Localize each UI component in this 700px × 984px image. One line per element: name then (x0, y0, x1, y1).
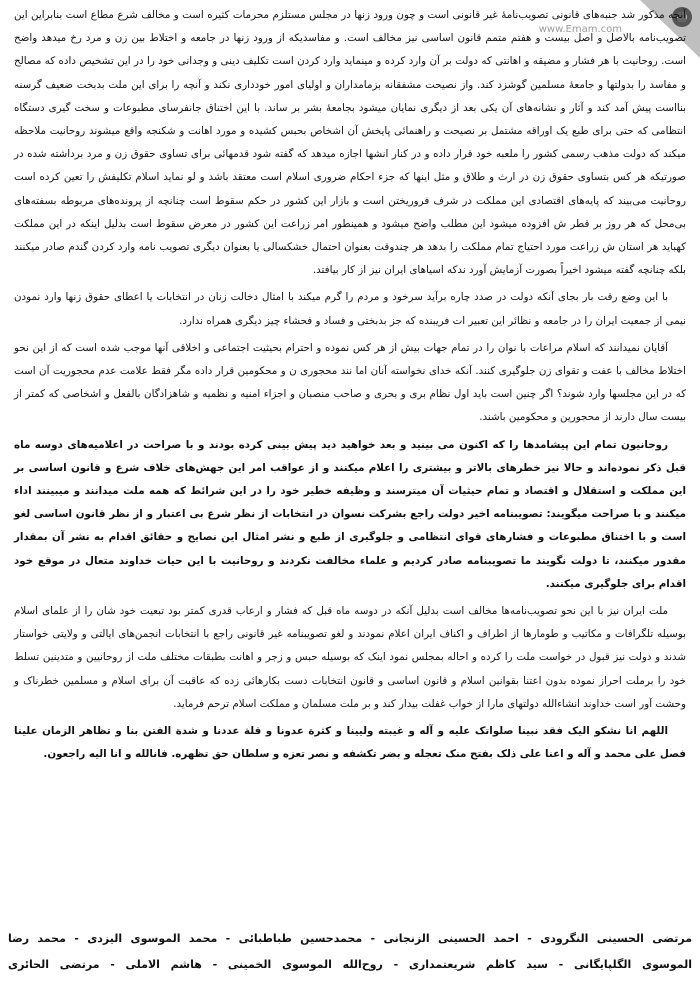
paragraph-prayer: اللهم انا نشکو الیک فقد نبینا صلواتک علیه و آله و غیبته ولیینا و کثرة عدونا و قلة عددنا و شدة الفتن بنا و تظاهر الزمان علینا فصل علی محمد و آله و اعنا علی ذلک بفتح منک تعجله و بضر تکشفه و نصر تعزه و سلطان حق تظهره. فانالله و انا الیه راجعون. (14, 725, 686, 761)
signature-line-2: الموسوی الگلپایگانی - سید کاظم شریعتمداری - روح‌الله الموسوی الخمینی - هاشم الاملی - مرتضی الحائری (8, 958, 692, 971)
signature-block (8, 926, 692, 978)
paragraph-5: ملت ایران نیز با این نحو تصویب‌نامه‌ها مخالف است بدلیل آنکه در دوسه ماه قبل که فشار و ارعاب قدری کمتر بود تبعیت خود شان را از علمای اسلام بوسیله تلگرافات و مکاتیب و طومارها از اطراف و اکناف ایران اعلام نمودند و لغو تصویبنامه غیر قانونی راجع با انتخابات انجمن‌های ایالتی و ولایتی خواستار شدند و دولت نیز قبول در خواست ملت را کرده و احاله بمجلس نمود اینک که بوسیله حبس و زجر و اهانت بطبقات مختلف ملت از روحانیین و متدینین تسلط خود را برملت احراز نموده بدون اعتنا بقوانین اسلام و قانون اساسی و قانون انتخابات دست بکارهائی زده که عاقبت آن برای اسلام و مسلمین خطرناک و وحشت آور است خداوند انشاءالله دولتهای مارا از خواب غفلت بیدار کند و بر ملت مسلمان و مملکت اسلام ترحم فرماید. (14, 605, 686, 710)
paragraph-2: با این وضع رقت بار بجای آنکه دولت در صدد چاره برآید سرخود و مردم را گرم میکند با امثال دخالت زنان در انتخابات یا اعطای حقوق زنها وارد نمودن نیمی از جمعیت ایران را در جامعه و نظائر این تعبیر ات فریبنده که جز بدبختی و فساد و فحشاء چیز دیگری همراه ندارد. (14, 291, 686, 327)
signature-line-1: مرتضی الحسینی النگرودی - احمد الحسینی الزنجانی - محمدحسین طباطبائی - محمد الموسوی الیزدی - محمد رضا (8, 932, 692, 945)
watermark-site-label: www.Emam.com (538, 24, 622, 35)
paragraph-1: آنچه مذکور شد جنبه‌های قانونی تصویب‌نامهٔ غیر قانونی است و چون ورود زنها در مجلس مستلزم محرمات کثیره است و مخالف شرع مطاع است بنابراین این تصویب‌نامه بالاصل و اصل بیست و هفتم متمم قانون اساسی نیز مخالف است. و مفاسدیکه از ورود زنها در جامعه و اختلاط بین زن و مرد رخ میدهد واضح است. روحانیت با هر فشار و مضیقه و اهانتی که دولت بر آن وارد کرده و مینماید وارد کردن است تکلیف دینی و وجدانی خود را در این تشخیص داده که مصالح و مفاسد را بدولتها و جامعهٔ مسلمین گوشزد کند. واز نصیحت مشفقانه بزمامداران و اولیای امور خودداری نکند و آنچه را برای این ملت بدبخت ضعیف گرسنه بنااست پیش آمد کند و آثار و نشانه‌های آن یکی بعد از دیگری نمایان میشود بجامعهٔ بشر بر ساند. با این اختناق جانفرسای مطبوعات و سخت گیری دستگاه انتظامی که حتی برای طبع یک اوراقه مشتمل بر نصیحت و راهنمائی پایخش آن اشخاص بحبس کشیده و مورد اهانت و شکنجه واقع میشوند روحانیت ملاحظه میکند که دولت مذهب رسمی کشور را ملعبه خود قرار داده و در کنار انشها اجازه میدهد که گفته شود قدمهائی برای تساوی حقوق زن و مرد برداشته شده در صورتیکه هر کس بتساوی حقوق زن در ارث و طلاق و مثل اینها که جزء احکام ضروری اسلام است معتقد باشد و لو نماید اسلام تکلیفش را تعین کرده است روحانیت می‌بیند که پایه‌های اقتصادی این مملکت در شرف فروریختن است و بازار این کشور در حکم سقوط است چنانچه از پرونده‌های مربوطه بسفته‌های بی‌محل که هر روز بر قطر ش افزوده میشود این مطلب واضح میشود و همینطور امر زراعت این کشور در معرض سقوط است بدلیل اینکه در این مملکت کهباید هر استان ش زراعت مورد احتیاج تمام مملکت را بدهد هر چندوقت بعنوان احتمال خشکسالی یا بعنوان دیگری تصویب نامه وارد کردن گندم صادر میکنند بلکه چنانچه گفته میشود اخیراً بصورت آزمایش آورد ندکه اسیاهای ایران نیز از کار بیافتد. (14, 9, 686, 277)
paragraph-4: روحانیون تمام این پیشامدها را که اکنون می بینید و بعد خواهید دید پیش بینی کرده بودند و با صراحت در اعلامیه‌های دوسه ماه قبل ذکر نموده‌اند و حالا نیز خطرهای بالاتر و بیشتری را اعلام میکنند و از عواقب امر این جهش‌های خلاف شرع و قانون اساسی بر این مملکت و استقلال و اقتصاد و تمام حیثیات آن میترسند و وظیفه خطیر خود را در این شرائط که همه ملت میدانند و میبینند اداء میکنند و با صراحت میگویند: تصویبنامه اخیر دولت راجع بشرکت نسوان در انتخابات از نظر شرع بی اعتبار و از نظر قانون اساسی لغو است و با اختناق مطبوعات و فشارهای قوای انتظامی و جلوگیری از طبع و نشر امثال این نصایح و حقائق اقدام به نشر آن بمقدار مقدور میکنند، تا دولت نگویند ما تصویبنامه صادر کردیم و علماء مخالفت نکردند و روحانیت با این حیات خداوند متعال در موقع خود اقدام برای جلوگیری میکنند. (14, 438, 686, 590)
paragraph-3: آقایان نمیدانند که اسلام مراعات با نوان را در تمام جهات بیش از هر کس نموده و احترام بحیثیت اجتماعی و اخلاقی آنها موجب شده است که از این نحو اختلاط مخالف با عفت و تقوای زن جلوگیری کنند. آنکه خدای نخواسته آنان اما نند محجوری ن و محکومین قرار داده مگر فقط علامت عدم محجوریت آن است که در این مجلسها وارد شوند؟ اگر چنین است باید اول نظام بری و بحری و صاحب منصبان و اجزاء امنیه و نظمیه و شاهزادگان بالفعل و اشخاصی که کمتر از بیست سال دارند از محجورین و محکومین باشند. (14, 341, 686, 424)
document-body (14, 4, 686, 771)
